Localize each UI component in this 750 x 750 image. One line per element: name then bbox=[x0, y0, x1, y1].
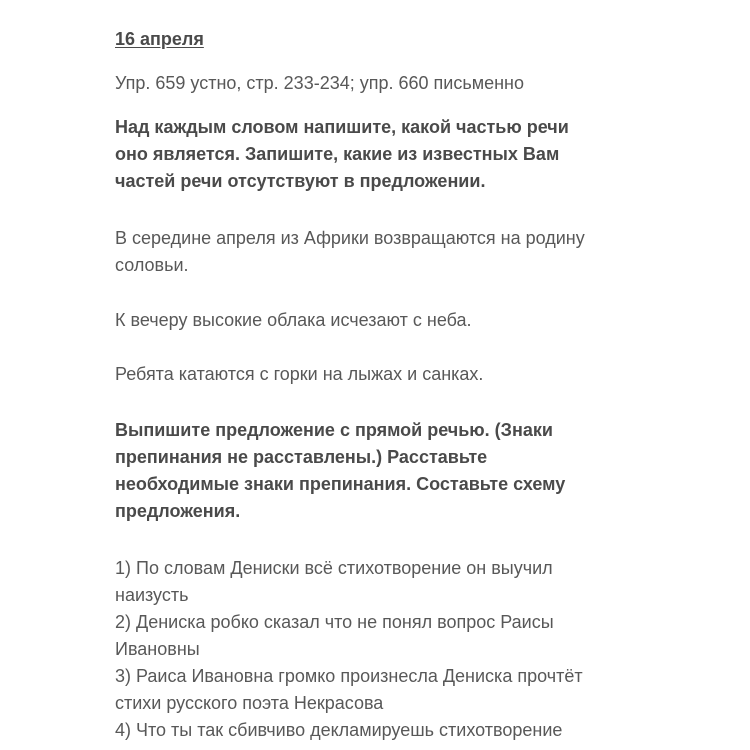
list-item-continuation: стихи русского поэта Некрасова bbox=[115, 693, 384, 713]
task2-line: необходимые знаки препинания. Составьте схему bbox=[115, 474, 566, 494]
list-item: 3) Раиса Ивановна громко произнесла Дениска прочтёт bbox=[115, 666, 583, 686]
task1-line: оно является. Запишите, какие из известных Вам bbox=[115, 144, 560, 164]
list-item: 1) По словам Дениски всё стихотворение он выучил bbox=[115, 558, 553, 578]
assignment-line: Упр. 659 устно, стр. 233-234; упр. 660 письменно bbox=[115, 73, 524, 93]
sentence-2: К вечеру высокие облака исчезают с неба. bbox=[115, 310, 472, 330]
task2-line: препинания не расставлены.) Расставьте bbox=[115, 447, 488, 467]
document-page bbox=[115, 0, 615, 750]
task1-line: частей речи отсутствуют в предложении. bbox=[115, 171, 486, 191]
date-heading: 16 апреля bbox=[115, 29, 204, 49]
sentence-line: В середине апреля из Африки возвращаются на родину bbox=[115, 228, 585, 248]
list-item: 4) Что ты так сбивчиво декламируешь стихотворение bbox=[115, 720, 563, 740]
list-item: 2) Дениска робко сказал что не понял вопрос Раисы bbox=[115, 612, 554, 632]
task1-line: Над каждым словом напишите, какой частью речи bbox=[115, 117, 569, 137]
sentence-3: Ребята катаются с горки на лыжах и санках. bbox=[115, 364, 484, 384]
task2-line: предложения. bbox=[115, 501, 241, 521]
list-item-continuation: Ивановны bbox=[115, 639, 200, 659]
list-item-continuation: наизусть bbox=[115, 585, 189, 605]
task2-line: Выпишите предложение с прямой речью. (Знаки bbox=[115, 420, 553, 440]
sentence-line: соловьи. bbox=[115, 255, 189, 275]
